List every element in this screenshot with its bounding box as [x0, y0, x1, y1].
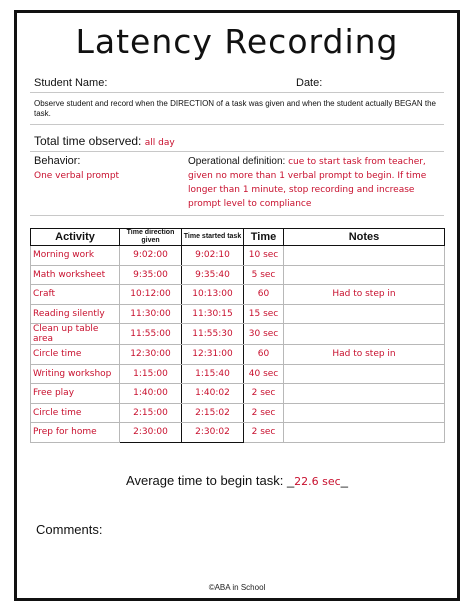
header-activity: Activity — [31, 229, 120, 246]
cell-activity: Circle time — [31, 345, 120, 365]
cell-notes — [284, 246, 445, 266]
cell-activity: Morning work — [31, 246, 120, 266]
comments-label: Comments: — [36, 522, 103, 537]
table-row — [31, 403, 445, 423]
cell-time: 15 sec — [244, 304, 284, 324]
table-row — [31, 364, 445, 384]
cell-time: 5 sec — [244, 265, 284, 285]
cell-time-given: 2:30:00 — [120, 423, 182, 443]
cell-time-given: 9:02:00 — [120, 246, 182, 266]
cell-notes — [284, 265, 445, 285]
cell-time-started: 9:02:10 — [182, 246, 244, 266]
cell-notes — [284, 304, 445, 324]
cell-time: 2 sec — [244, 384, 284, 404]
behavior-label: Behavior: — [34, 155, 81, 167]
cell-time: 2 sec — [244, 403, 284, 423]
footer-credit: ©ABA in School — [208, 583, 266, 592]
total-time-row — [34, 134, 175, 148]
cell-notes — [284, 403, 445, 423]
cell-time-started: 2:30:02 — [182, 423, 244, 443]
cell-time-given: 10:12:00 — [120, 285, 182, 305]
date-label: Date: — [296, 77, 323, 89]
cell-time-given: 9:35:00 — [120, 265, 182, 285]
average-time-line — [0, 473, 474, 488]
operational-definition — [188, 155, 448, 211]
cell-time-started: 11:30:15 — [182, 304, 244, 324]
cell-time: 60 — [244, 345, 284, 365]
cell-time-started: 12:31:00 — [182, 345, 244, 365]
cell-notes: Had to step in — [284, 285, 445, 305]
cell-time-given: 2:15:00 — [120, 403, 182, 423]
table-row — [31, 423, 445, 443]
total-time-label: Total time observed: — [34, 134, 142, 148]
behavior-value: One verbal prompt — [34, 171, 120, 181]
cell-activity: Reading silently — [31, 304, 120, 324]
cell-time: 40 sec — [244, 364, 284, 384]
cell-notes — [284, 324, 445, 345]
cell-time: 60 — [244, 285, 284, 305]
opdef-label: Operational definition: — [188, 156, 286, 167]
table-header-row — [31, 229, 445, 246]
cell-notes: Had to step in — [284, 345, 445, 365]
cell-time-started: 9:35:40 — [182, 265, 244, 285]
total-time-value: all day — [144, 138, 175, 148]
cell-notes — [284, 384, 445, 404]
cell-activity: Free play — [31, 384, 120, 404]
cell-notes — [284, 423, 445, 443]
divider — [30, 215, 444, 216]
header-time-started: Time started task — [182, 229, 244, 246]
page-title: Latency Recording — [75, 22, 399, 61]
cell-time: 30 sec — [244, 324, 284, 345]
cell-time-started: 10:13:00 — [182, 285, 244, 305]
cell-time-started: 11:55:30 — [182, 324, 244, 345]
header-time-given: Time direction given — [120, 229, 182, 246]
table-row — [31, 304, 445, 324]
divider — [30, 124, 444, 125]
cell-activity: Circle time — [31, 403, 120, 423]
divider — [30, 92, 444, 93]
table-row — [31, 324, 445, 345]
cell-time-started: 2:15:02 — [182, 403, 244, 423]
table-row — [31, 265, 445, 285]
cell-activity: Prep for home — [31, 423, 120, 443]
cell-time: 10 sec — [244, 246, 284, 266]
cell-time: 2 sec — [244, 423, 284, 443]
table-row — [31, 345, 445, 365]
header-notes: Notes — [284, 229, 445, 246]
cell-time-started: 1:40:02 — [182, 384, 244, 404]
cell-activity: Math worksheet — [31, 265, 120, 285]
cell-time-given: 12:30:00 — [120, 345, 182, 365]
cell-activity: Craft — [31, 285, 120, 305]
table-row — [31, 285, 445, 305]
cell-activity: Writing workshop — [31, 364, 120, 384]
table-row — [31, 384, 445, 404]
cell-time-given: 1:15:00 — [120, 364, 182, 384]
cell-time-given: 11:55:00 — [120, 324, 182, 345]
cell-time-started: 1:15:40 — [182, 364, 244, 384]
average-suffix: _ — [340, 473, 348, 488]
cell-activity: Clean up table area — [31, 324, 120, 345]
cell-time-given: 11:30:00 — [120, 304, 182, 324]
divider — [30, 151, 444, 152]
cell-notes — [284, 364, 445, 384]
cell-time-given: 1:40:00 — [120, 384, 182, 404]
instructions-text: Observe student and record when the DIRECTION of a task was given and when the student actually BEGAN the task. — [34, 99, 436, 118]
student-name-label: Student Name: — [34, 77, 108, 89]
header-time: Time — [244, 229, 284, 246]
average-value: 22.6 sec — [294, 475, 341, 488]
activity-table — [30, 228, 445, 443]
table-row — [31, 246, 445, 266]
opdef-value: cue to start task from teacher, given no more than 1 verbal prompt to begin. If time longer than 1 minute, stop recording and increase prompt level to compliance — [188, 157, 427, 209]
average-label: Average time to begin task: _ — [126, 473, 295, 488]
